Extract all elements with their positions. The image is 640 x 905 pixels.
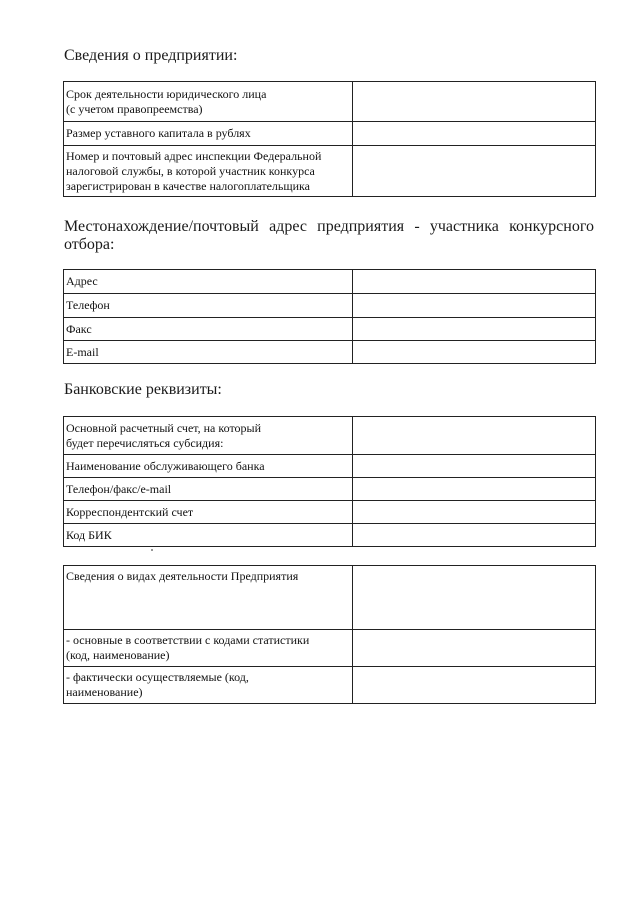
table-row bbox=[64, 270, 596, 294]
bank-name-label: Наименование обслуживающего банка bbox=[64, 455, 353, 478]
table-row bbox=[64, 122, 596, 146]
email-value-field[interactable] bbox=[353, 341, 596, 364]
table-row bbox=[64, 566, 596, 630]
table-row bbox=[64, 501, 596, 524]
table-row bbox=[64, 82, 596, 122]
phone-value-field[interactable] bbox=[353, 294, 596, 318]
bank-name-value-field[interactable] bbox=[353, 455, 596, 478]
tax-inspection-label: Номер и почтовый адрес инспекции Федеральной налоговой службы, в которой участник конкурса зарегистрирован в качестве налогоплательщика bbox=[64, 146, 353, 197]
main-activities-label: - основные в соответствии с кодами статистики (код, наименование) bbox=[64, 630, 353, 667]
authorized-capital-value-field[interactable] bbox=[353, 122, 596, 146]
tax-inspection-value-field[interactable] bbox=[353, 146, 596, 197]
table-row bbox=[64, 630, 596, 667]
scan-speck bbox=[151, 549, 153, 551]
address-table bbox=[63, 269, 596, 364]
enterprise-info-table bbox=[63, 81, 596, 197]
address-label: Адрес bbox=[64, 270, 353, 294]
actual-activities-label: - фактически осуществляемые (код, наименование) bbox=[64, 667, 353, 704]
authorized-capital-label: Размер уставного капитала в рублях bbox=[64, 122, 353, 146]
table-row bbox=[64, 318, 596, 341]
phone-label: Телефон bbox=[64, 294, 353, 318]
address-value-field[interactable] bbox=[353, 270, 596, 294]
activity-types-table bbox=[63, 565, 596, 704]
bik-code-value-field[interactable] bbox=[353, 524, 596, 547]
enterprise-term-label: Срок деятельности юридического лица (с учетом правопреемства) bbox=[64, 82, 353, 122]
fax-value-field[interactable] bbox=[353, 318, 596, 341]
actual-activities-value-field[interactable] bbox=[353, 667, 596, 704]
table-row bbox=[64, 667, 596, 704]
table-row bbox=[64, 341, 596, 364]
bank-contacts-value-field[interactable] bbox=[353, 478, 596, 501]
fax-label: Факс bbox=[64, 318, 353, 341]
bank-details-table bbox=[63, 416, 596, 547]
settlement-account-label: Основной расчетный счет, на который будет перечисляться субсидия: bbox=[64, 417, 353, 455]
enterprise-term-value-field[interactable] bbox=[353, 82, 596, 122]
table-row bbox=[64, 294, 596, 318]
activity-types-label: Сведения о видах деятельности Предприятия bbox=[64, 566, 353, 630]
address-heading: Местонахождение/почтовый адрес предприятия - участника конкурсного отбора: bbox=[64, 218, 594, 253]
correspondent-account-value-field[interactable] bbox=[353, 501, 596, 524]
email-label: E-mail bbox=[64, 341, 353, 364]
main-activities-value-field[interactable] bbox=[353, 630, 596, 667]
bank-details-heading: Банковские реквизиты: bbox=[64, 381, 222, 398]
bik-code-label: Код БИК bbox=[64, 524, 353, 547]
table-row bbox=[64, 478, 596, 501]
settlement-account-value-field[interactable] bbox=[353, 417, 596, 455]
correspondent-account-label: Корреспондентский счет bbox=[64, 501, 353, 524]
enterprise-info-heading: Сведения о предприятии: bbox=[64, 47, 238, 64]
table-row bbox=[64, 455, 596, 478]
table-row bbox=[64, 524, 596, 547]
activity-types-value-field[interactable] bbox=[353, 566, 596, 630]
table-row bbox=[64, 146, 596, 197]
bank-contacts-label: Телефон/факс/e-mail bbox=[64, 478, 353, 501]
table-row bbox=[64, 417, 596, 455]
